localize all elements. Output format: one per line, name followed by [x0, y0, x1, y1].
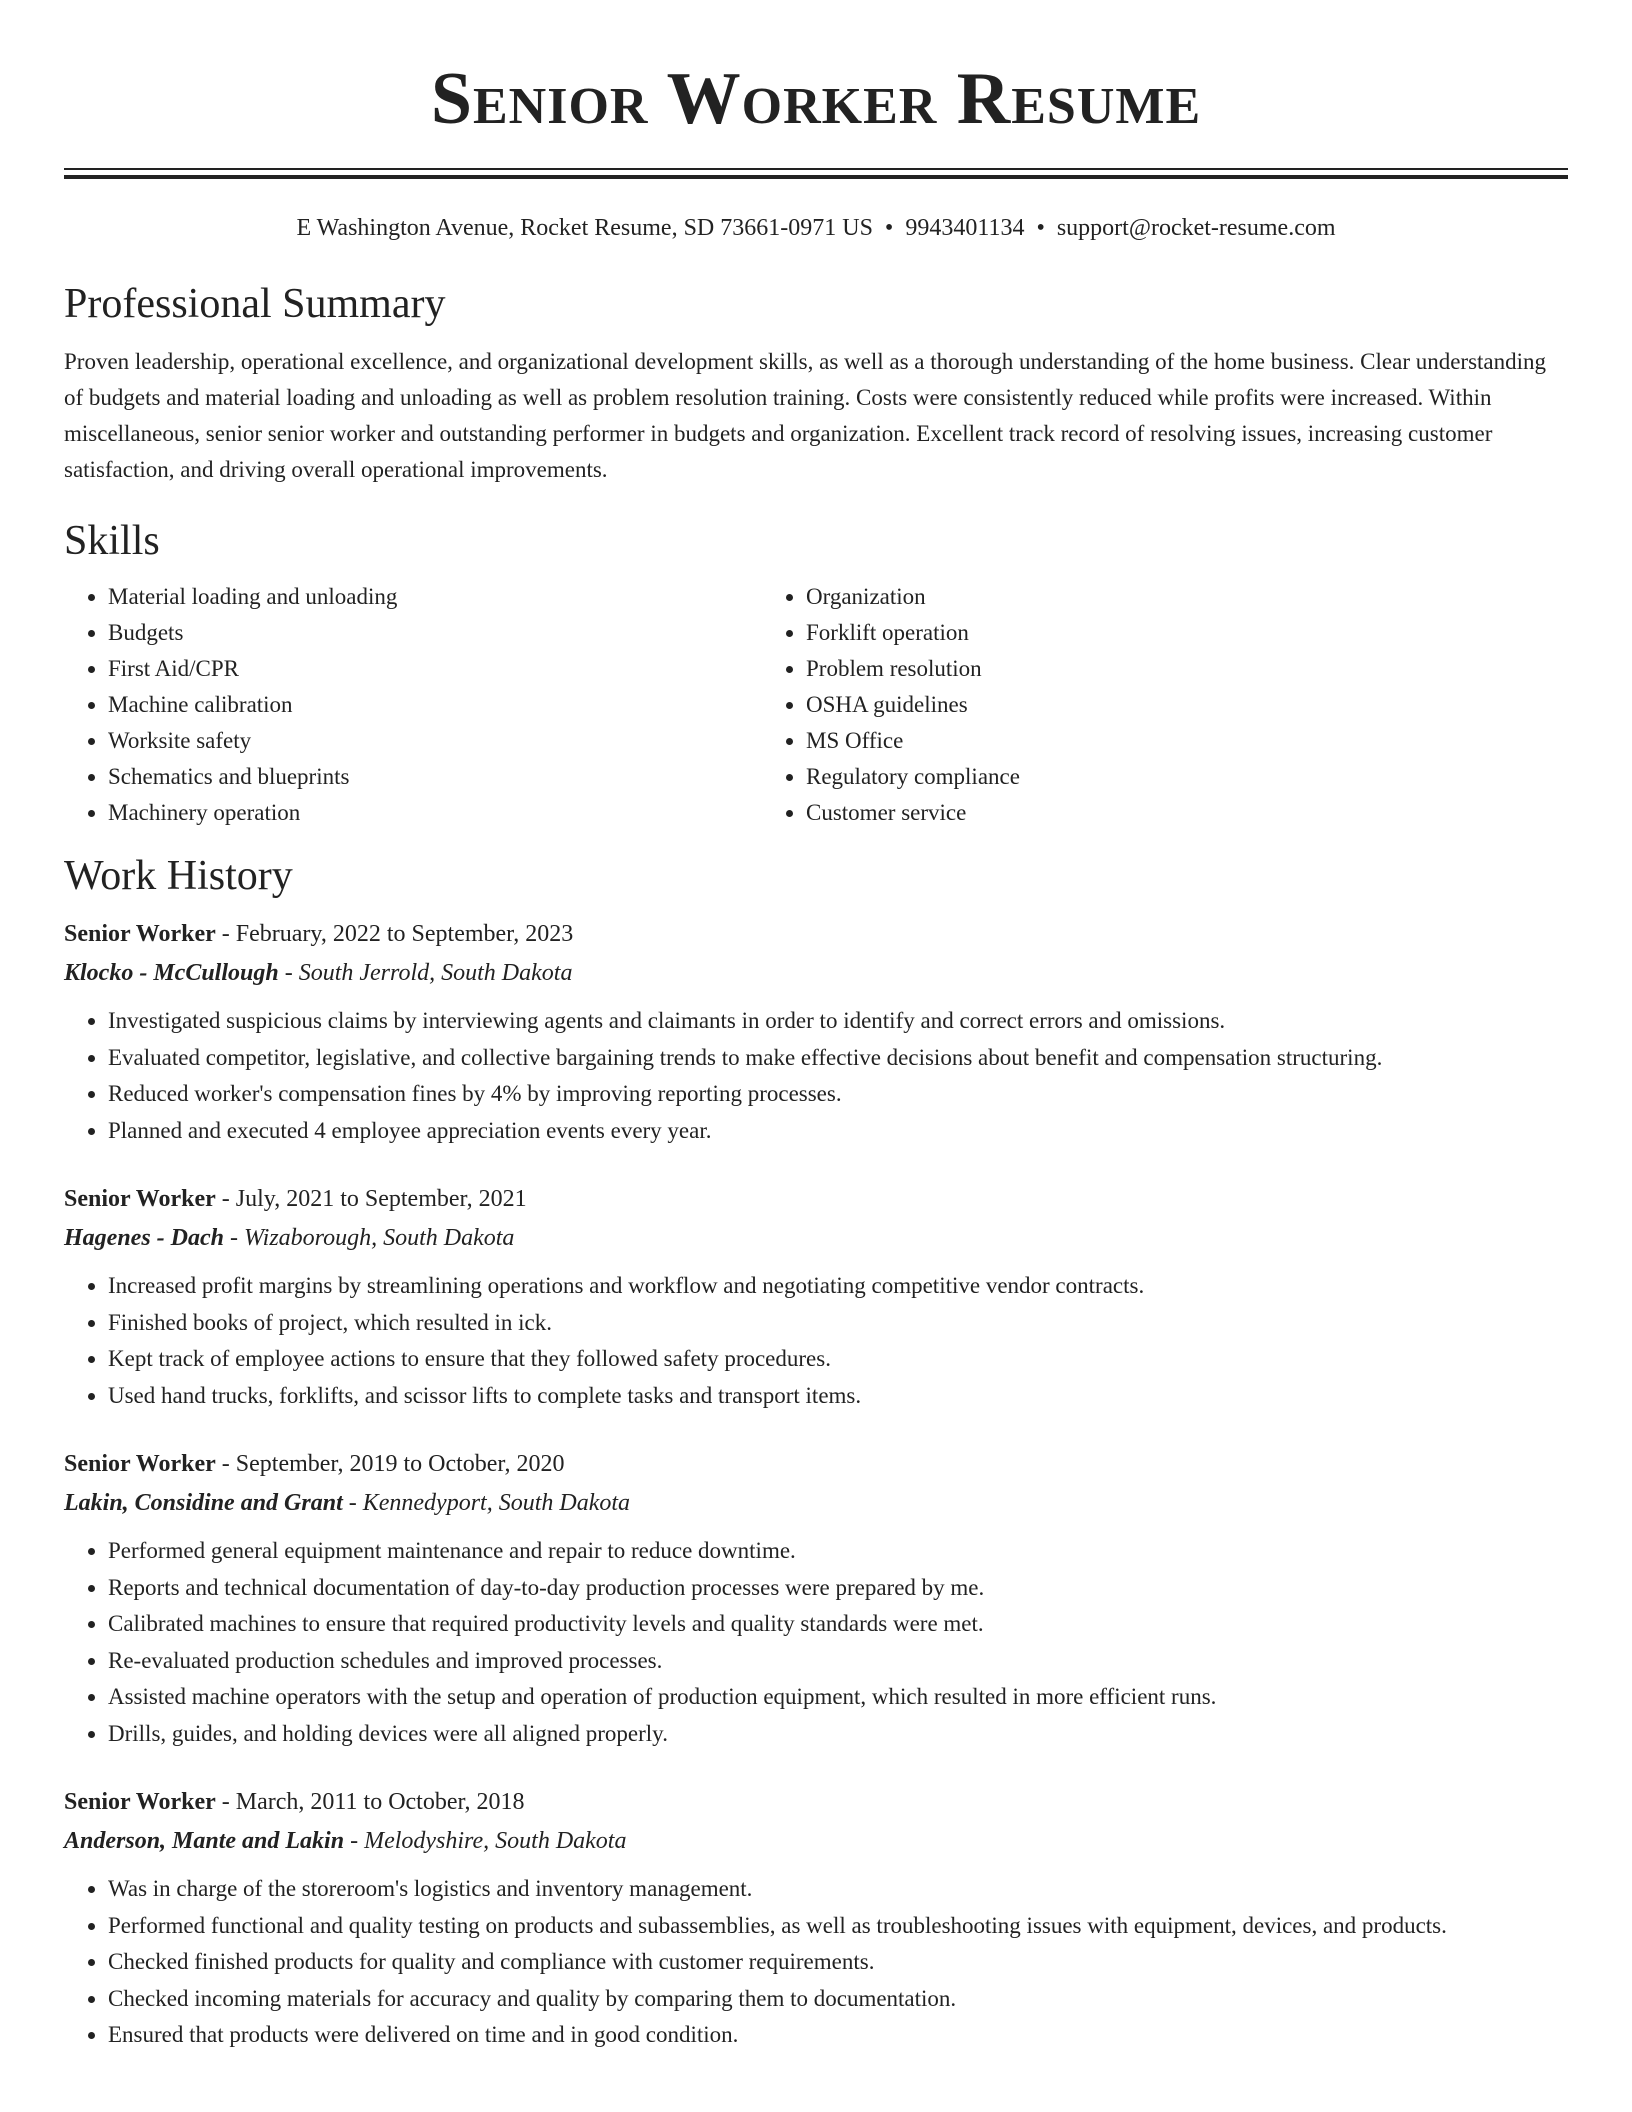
job-entry: [64, 1180, 1568, 1414]
summary-heading: Professional Summary: [64, 281, 446, 327]
skills-heading: Skills: [64, 518, 160, 564]
skill-item: • Customer service: [806, 795, 1568, 831]
job-bullet: • Drills, guides, and holding devices were all aligned properly.: [108, 1716, 1568, 1753]
job-bullet: • Kept track of employee actions to ensure that they followed safety procedures.: [108, 1341, 1568, 1378]
job-location: - Melodyshire, South Dakota: [344, 1828, 627, 1854]
skill-item: • First Aid/CPR: [108, 651, 762, 687]
job-title-line: [64, 1445, 1568, 1483]
contact-email: support@rocket-resume.com: [1056, 215, 1336, 241]
job-bullets: [64, 1268, 1568, 1414]
skills-list: [64, 579, 1568, 831]
job-bullet: • Performed functional and quality testing on products and subassemblies, as well as troubleshooting issues with equipment, devices, and products.: [108, 1908, 1568, 1945]
skill-item: • OSHA guidelines: [806, 687, 1568, 723]
job-bullet: • Planned and executed 4 employee appreciation events every year.: [108, 1113, 1568, 1150]
job-company-line: [64, 1483, 1568, 1523]
job-bullet: • Used hand trucks, forklifts, and scissor lifts to complete tasks and transport items.: [108, 1378, 1568, 1415]
job-title-line: [64, 1783, 1568, 1821]
job-location: - Wizaborough, South Dakota: [223, 1225, 515, 1251]
job-bullet: • Investigated suspicious claims by interviewing agents and claimants in order to identify and correct errors and omissions.: [108, 1003, 1568, 1040]
job-company: Anderson, Mante and Lakin: [64, 1828, 345, 1854]
skills-column-left: [64, 579, 762, 831]
job-role: Senior Worker: [64, 1451, 216, 1477]
contact-separator: •: [884, 215, 894, 241]
work-history-heading: Work History: [64, 853, 293, 899]
job-dates: - September, 2019 to October, 2020: [215, 1451, 565, 1477]
skill-item: • Machinery operation: [108, 795, 762, 831]
contact-separator: •: [1036, 215, 1045, 241]
job-title-line: [64, 915, 1568, 953]
skill-item: • MS Office: [806, 723, 1568, 759]
resume-page: [64, 0, 1568, 2054]
job-entry: [64, 1783, 1568, 2054]
contact-phone: 9943401134: [905, 215, 1025, 241]
job-bullet: • Reports and technical documentation of day-to-day production processes were prepared by me.: [108, 1570, 1568, 1607]
skill-item: • Worksite safety: [108, 723, 762, 759]
job-bullet: • Finished books of project, which resulted in ick.: [108, 1305, 1568, 1342]
job-company: Lakin, Considine and Grant: [64, 1490, 343, 1516]
skill-item: • Schematics and blueprints: [108, 759, 762, 795]
skill-item: • Forklift operation: [806, 615, 1568, 651]
skill-item: • Material loading and unloading: [108, 579, 762, 615]
skill-item: • Problem resolution: [806, 651, 1568, 687]
job-location: - Kennedyport, South Dakota: [342, 1490, 631, 1516]
job-role: Senior Worker: [64, 1186, 216, 1212]
job-company-line: [64, 1821, 1568, 1861]
job-bullets: [64, 1533, 1568, 1752]
job-bullet: • Increased profit margins by streamlining operations and workflow and negotiating competitive vendor contracts.: [108, 1268, 1568, 1305]
job-dates: - February, 2022 to September, 2023: [215, 921, 574, 947]
job-bullet: • Calibrated machines to ensure that required productivity levels and quality standards were met.: [108, 1606, 1568, 1643]
job-bullets: [64, 1871, 1568, 2054]
job-entry: [64, 1445, 1568, 1752]
job-bullet: • Reduced worker's compensation fines by 4% by improving reporting processes.: [108, 1076, 1568, 1113]
job-location: - South Jerrold, South Dakota: [278, 960, 573, 986]
job-bullet: • Evaluated competitor, legislative, and collective bargaining trends to make effective decisions about benefit and compensation structuring.: [108, 1040, 1568, 1077]
resume-title: Senior Worker Resume: [430, 58, 1202, 140]
job-role: Senior Worker: [64, 1789, 216, 1815]
job-company-line: [64, 953, 1568, 993]
contact-address: E Washington Avenue, Rocket Resume, SD 73661-0971 US: [296, 215, 873, 241]
skills-column-right: [762, 579, 1568, 831]
job-company-line: [64, 1218, 1568, 1258]
summary-text: Proven leadership, operational excellence, and organizational development skills, as well as a thorough understanding of the home business. Clear understanding of budgets and material loading and unloading as well as problem resolution training. Costs were consistently reduced while profits were increased. Within miscellaneous, senior senior worker and outstanding performer in budgets and organization. Excellent track record of resolving issues, increasing customer satisfaction, and driving overall operational improvements.: [64, 349, 1547, 482]
job-bullet: • Performed general equipment maintenance and repair to reduce downtime.: [108, 1533, 1568, 1570]
title-divider: [64, 168, 1568, 179]
job-bullet: • Assisted machine operators with the setup and operation of production equipment, which resulted in more efficient runs.: [108, 1679, 1568, 1716]
job-dates: - July, 2021 to September, 2021: [215, 1186, 527, 1212]
job-bullets: [64, 1003, 1568, 1149]
skill-item: • Organization: [806, 579, 1568, 615]
job-company: Hagenes - Dach: [64, 1225, 224, 1251]
job-bullet: • Was in charge of the storeroom's logistics and inventory management.: [108, 1871, 1568, 1908]
contact-line: [64, 213, 1568, 243]
skill-item: • Machine calibration: [108, 687, 762, 723]
skill-item: • Budgets: [108, 615, 762, 651]
job-bullet: • Checked finished products for quality and compliance with customer requirements.: [108, 1944, 1568, 1981]
job-bullet: • Checked incoming materials for accuracy and quality by comparing them to documentation.: [108, 1981, 1568, 2018]
job-company: Klocko - McCullough: [64, 960, 279, 986]
skill-item: • Regulatory compliance: [806, 759, 1568, 795]
job-role: Senior Worker: [64, 921, 216, 947]
job-bullet: • Ensured that products were delivered on time and in good condition.: [108, 2017, 1568, 2054]
job-title-line: [64, 1180, 1568, 1218]
job-dates: - March, 2011 to October, 2018: [215, 1789, 525, 1815]
job-entry: [64, 915, 1568, 1149]
job-bullet: • Re-evaluated production schedules and improved processes.: [108, 1643, 1568, 1680]
